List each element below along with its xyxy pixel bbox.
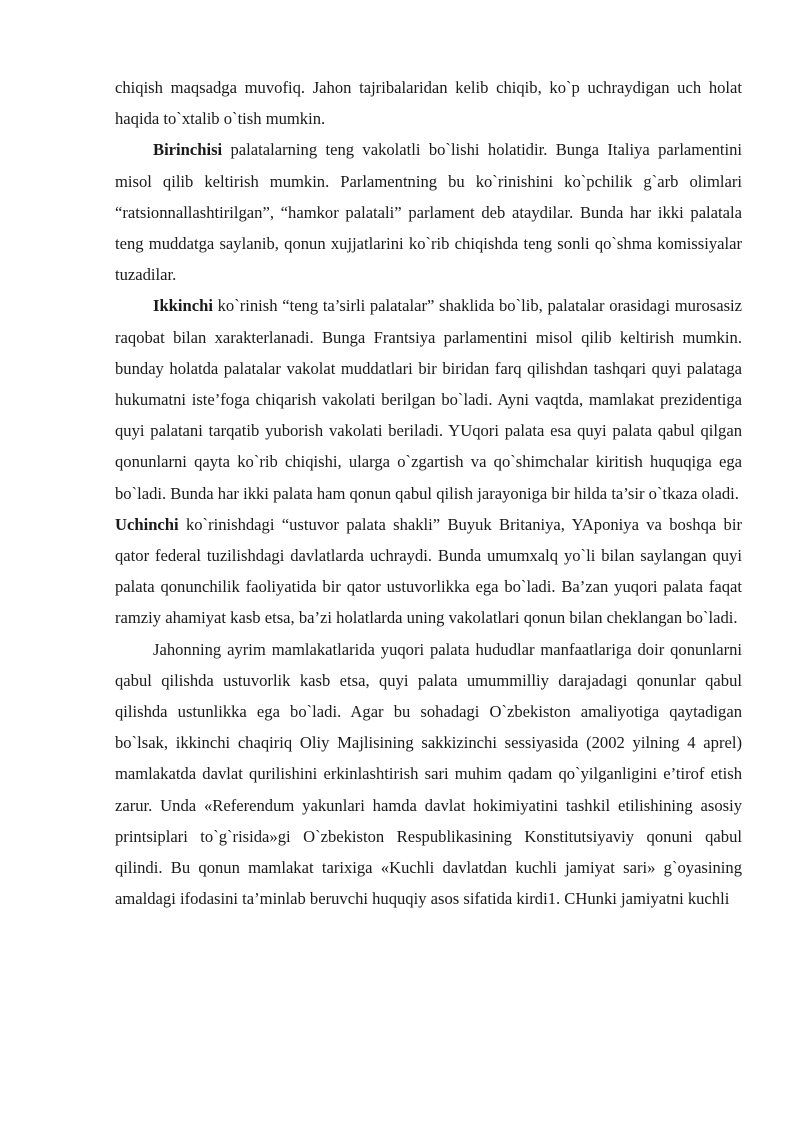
paragraph-text: Jahonning ayrim mamlakatlarida yuqori palata hududlar manfaatlariga doir qonunlarni qabul qilishda ustuvorlik kasb etsa, quyi palata umummilliy darajadagi qonunlar qabul qilishda ustunlikka ega bo`ladi. Agar bu sohadagi O`zbekiston amaliyotiga qaytadigan bo`lsak, ikkinchi chaqiriq Oliy Majlisining sakkizinchi sessiyasida (2002 yilning 4 aprel) mamlakatda davlat qurilishini erkinlashtirish sari muhim qadam qo`yilganligini e’tirof etish zarur. Unda «Referendum yakunlari hamda davlat hokimiyatini tashkil etilishining asosiy printsiplari to`g`risida»gi O`zbekiston Respublikasining Konstitutsiyaviy qonuni qabul qilindi. Bu qonun mamlakat tarixiga «Kuchli davlatdan kuchli jamiyat sari» g`oyasining amaldagi ifodasini ta’minlab beruvchi huquqiy asos sifatida kirdi1. CHunki jamiyatni kuchli: [115, 639, 742, 909]
paragraph-text: palatalarning teng vakolatli bo`lishi holatidir. Bunga Italiya parlamentini misol qilib keltirish mumkin. Parlamentning bu ko`rinishini ko`pchilik g`arb olimlari “ratsionnallashtirilgan”, “hamkor palatali” parlament deb ataydilar. Bunda har ikki palatala teng muddatga saylanib, qonun xujjatlarini ko`rib chiqishda teng sonli qo`shma komissiyalar tuzadilar.: [115, 140, 742, 285]
paragraph-text: chiqish maqsadga muvofiq. Jahon tajribalaridan kelib chiqib, ko`p uchraydigan uch holat haqida to`xtalib o`tish mumkin.: [115, 78, 742, 129]
paragraph-third-form: [115, 509, 742, 634]
paragraph-lead: Birinchisi: [153, 140, 223, 160]
paragraph-text: ko`rinish “teng ta’sirli palatalar” shaklida bo`lib, palatalar orasidagi murosasiz raqobat bilan xarakterlanadi. Bunga Frantsiya parlamentini misol qilib keltirish mumkin. bunday holatda palatalar vakolat muddatlari bir biridan farq qilishdan tashqari quyi palataga hukumatni iste’foga chiqarish vakolati berilgan bo`ladi. Ayni vaqtda, mamlakat prezidentiga quyi palatani tarqatib yuborish vakolati beriladi. YUqori palata esa quyi palata qabul qilgan qonunlarni qayta ko`rib chiqishi, ularga o`zgartish va qo`shimchalar kiritish huquqiga ega bo`ladi. Bunda har ikki palata ham qonun qabul qilish jarayoniga bir hilda ta’sir o`tkaza oladi.: [115, 296, 742, 503]
paragraph-intro: [115, 72, 742, 134]
paragraph-second-form: [115, 290, 742, 508]
paragraph-first-form: [115, 134, 742, 290]
paragraph-text: ko`rinishdagi “ustuvor palata shakli” Buyuk Britaniya, YAponiya va boshqa bir qator federal tuzilishdagi davlatlarda uchraydi. Bunda umumxalq yo`li bilan saylangan quyi palata qonunchilik faoliyatida bir qator ustuvorlikka ega bo`ladi. Ba’zan yuqori palata faqat ramziy ahamiyat kasb etsa, ba’zi holatlarda uning vakolatlari qonun bilan cheklangan bo`ladi.: [115, 514, 742, 628]
paragraph-uzbekistan-practice: [115, 634, 742, 915]
paragraph-lead: Uchinchi: [115, 514, 179, 534]
paragraph-lead: Ikkinchi: [153, 296, 213, 316]
document-page: [115, 72, 742, 914]
